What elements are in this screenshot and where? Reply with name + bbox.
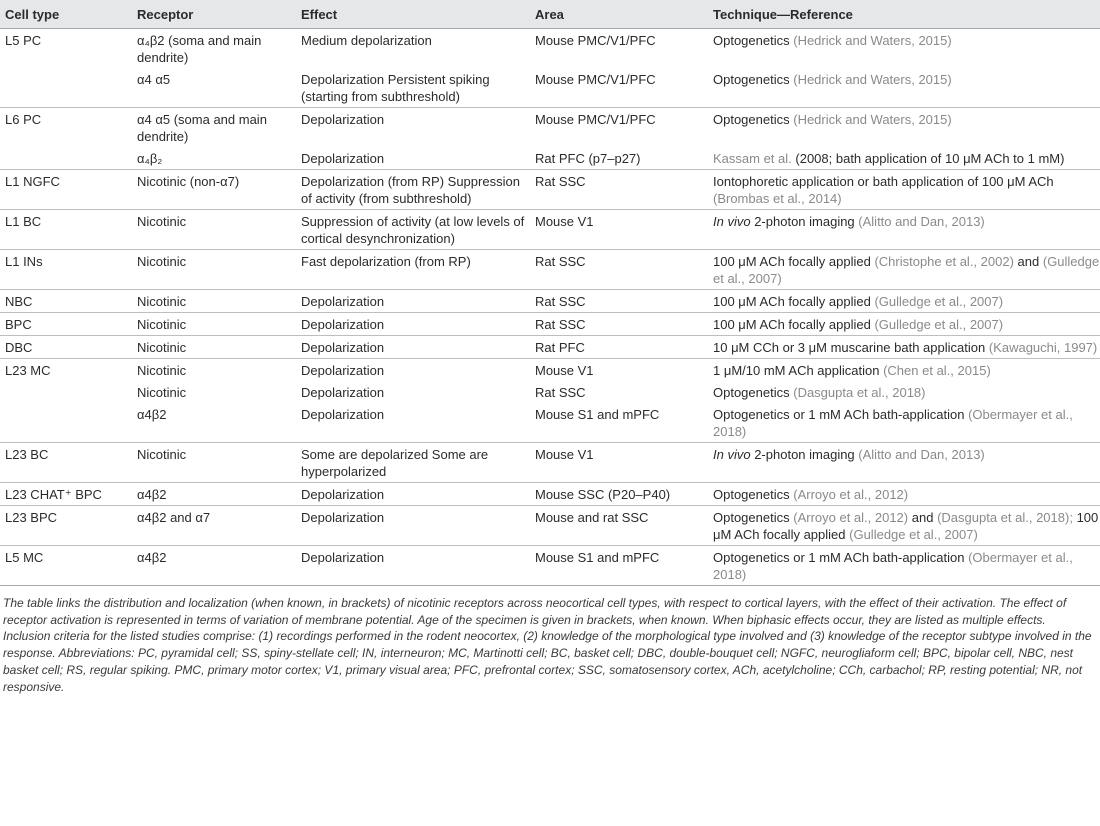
effect: Depolarization xyxy=(296,290,530,313)
area: Mouse V1 xyxy=(530,443,708,483)
technique: and xyxy=(1017,254,1040,269)
technique-reference xyxy=(708,443,1100,483)
area: Rat SSC xyxy=(535,385,586,400)
table-row xyxy=(0,170,1100,210)
receptor: α4 α5 (soma and main dendrite) xyxy=(132,108,296,148)
table-footnote: The table links the distribution and localization (when known, in brackets) of nicotinic receptors across neocortical cell types, with respect to cortical layers, with the effect of their activation. The effect of receptor activation is represented in terms of variation of membrane potential. Age of the specimen is given in brackets, when known. When biphasic effects occur, they are listed as multiple effects. Inclusion criteria for the listed studies comprise: (1) recordings performed in the rodent neocortex, (2) knowledge of the morphological type involved and (3) knowledge of the receptor subtype involved in the response. Abbreviations: PC, pyramidal cell; SS, spiny-stellate cell; IN, interneuron; MC, Martinotti cell; BC, basket cell; DBC, double-bouquet cell; NGFC, neurogliaform cell; BPC, bipolar cell, NBC, nest basket cell; RS, regular spiking. PMC, primary motor cortex; V1, primary visual area; PFC, prefrontal cortex; SSC, somatosensory cortex, ACh, acetylcholine; CCh, carbachol; RP, resting potential; NR, not responsive. xyxy=(3,596,1092,694)
cell-type: DBC xyxy=(0,336,132,359)
effect: Medium depolarization xyxy=(301,33,432,48)
area: Mouse S1 and mPFC xyxy=(530,546,708,586)
technique-reference xyxy=(708,250,1100,290)
technique: and xyxy=(911,510,934,525)
receptor: Nicotinic xyxy=(132,250,296,290)
technique: 1 μM/10 mM ACh application xyxy=(713,363,880,378)
table-row xyxy=(0,443,1100,483)
cell-type: L5 MC xyxy=(0,546,132,586)
area: Mouse PMC/V1/PFC xyxy=(535,33,656,48)
technique-italic: In vivo xyxy=(713,447,751,462)
effect: Depolarization xyxy=(296,546,530,586)
effect: Depolarization xyxy=(301,385,385,400)
area: Mouse and rat SSC xyxy=(530,506,708,546)
table-row xyxy=(0,506,1100,546)
receptor: Nicotinic xyxy=(132,336,296,359)
table-row xyxy=(0,290,1100,313)
effect: Depolarization xyxy=(296,483,530,506)
table-header xyxy=(0,0,1100,29)
reference-link[interactable]: (Arroyo et al., 2012) xyxy=(793,487,909,502)
technique: Optogenetics xyxy=(713,72,790,87)
receptor: Nicotinic xyxy=(137,385,187,400)
technique: Optogenetics or 1 mM ACh bath-application xyxy=(713,550,965,565)
area: Mouse SSC (P20–P40) xyxy=(530,483,708,506)
technique-reference xyxy=(708,403,1100,443)
area: Mouse PMC/V1/PFC xyxy=(535,72,656,87)
technique: Optogenetics or 1 mM ACh bath-application xyxy=(713,407,965,422)
cell-type xyxy=(0,68,132,108)
technique-reference xyxy=(708,336,1100,359)
table-row xyxy=(0,359,1100,382)
header-row xyxy=(0,0,1100,29)
technique-reference xyxy=(708,381,1100,403)
effect: Depolarization xyxy=(296,108,530,148)
receptor: α4β2 and α7 xyxy=(132,506,296,546)
receptor: α4β2 xyxy=(137,407,167,422)
table-row xyxy=(0,210,1100,250)
cell-type: L6 PC xyxy=(0,108,132,148)
area: Rat SSC xyxy=(530,313,708,336)
receptor: α4β2 xyxy=(132,483,296,506)
reference-link[interactable]: (Obermayer et al., 2018) xyxy=(713,550,1073,582)
technique-reference xyxy=(708,506,1100,546)
reference-link[interactable]: (Arroyo et al., 2012) xyxy=(793,510,909,525)
technique: Optogenetics xyxy=(713,385,790,400)
cell-type: L23 MC xyxy=(0,359,132,382)
technique: Optogenetics xyxy=(713,33,790,48)
table-row xyxy=(0,546,1100,586)
table-row xyxy=(0,108,1100,148)
reference-link[interactable]: Kassam et al. xyxy=(713,151,792,166)
technique-italic: In vivo xyxy=(713,214,751,229)
reference-link[interactable]: (Obermayer et al., 2018) xyxy=(713,407,1073,439)
effect: Suppression of activity (at low levels of cortical desynchronization) xyxy=(296,210,530,250)
cell-type: L5 PC xyxy=(5,33,42,48)
technique: 100 μM ACh focally applied xyxy=(713,294,871,309)
area: Rat PFC xyxy=(530,336,708,359)
cell-type: L23 BC xyxy=(0,443,132,483)
table-row xyxy=(0,147,1100,170)
cell-type: L1 INs xyxy=(0,250,132,290)
technique-reference xyxy=(708,170,1100,210)
effect: Depolarization xyxy=(296,313,530,336)
cell-type: L23 BPC xyxy=(0,506,132,546)
technique: Optogenetics xyxy=(713,112,790,127)
receptor: α₄β₂ xyxy=(137,151,163,166)
receptor: Nicotinic xyxy=(132,210,296,250)
header-technique-reference: Technique—Reference xyxy=(708,0,1100,29)
technique-reference xyxy=(708,68,1100,108)
table-row xyxy=(0,313,1100,336)
table-row xyxy=(0,381,1100,403)
table-row xyxy=(0,336,1100,359)
cell-type xyxy=(0,381,132,403)
reference-link[interactable]: (Hedrick and Waters, 2015) xyxy=(793,33,952,48)
technique: (2008; bath application of 10 μM ACh to 1 mM) xyxy=(795,151,1065,166)
receptor: Nicotinic xyxy=(132,290,296,313)
reference-link[interactable]: (Dasgupta et al., 2018) xyxy=(793,385,926,400)
technique: Optogenetics xyxy=(713,510,790,525)
area: Mouse V1 xyxy=(530,359,708,382)
technique: 2-photon imaging xyxy=(754,447,855,462)
effect: Depolarization xyxy=(296,359,530,382)
technique-reference xyxy=(708,313,1100,336)
technique-reference xyxy=(708,290,1100,313)
area: Mouse V1 xyxy=(530,210,708,250)
technique-reference xyxy=(708,483,1100,506)
reference-link[interactable]: (Chen et al., 2015) xyxy=(883,363,991,378)
receptor: Nicotinic xyxy=(132,443,296,483)
header-area: Area xyxy=(530,0,708,29)
receptor: Nicotinic xyxy=(132,313,296,336)
area: Rat SSC xyxy=(530,170,708,210)
effect: Depolarization xyxy=(296,506,530,546)
technique-reference xyxy=(708,29,1100,69)
receptor: α4β2 xyxy=(132,546,296,586)
header-receptor: Receptor xyxy=(132,0,296,29)
reference-link[interactable]: (Gulledge et al., 2007) xyxy=(713,254,1100,286)
technique: 10 μM CCh or 3 μM muscarine bath application xyxy=(713,340,986,355)
effect: Depolarization xyxy=(301,407,385,422)
table-row xyxy=(0,483,1100,506)
table-row xyxy=(0,250,1100,290)
effect: Depolarization xyxy=(296,336,530,359)
effect: Fast depolarization (from RP) xyxy=(296,250,530,290)
reference-link[interactable]: (Alitto and Dan, 2013) xyxy=(858,214,985,229)
effect: Depolarization (from RP) Suppression of activity (from subthreshold) xyxy=(296,170,530,210)
technique: 100 μM ACh focally applied xyxy=(713,254,871,269)
reference-link[interactable]: (Gulledge et al., 2007) xyxy=(874,317,1004,332)
effect: Depolarization xyxy=(301,151,385,166)
area: Mouse PMC/V1/PFC xyxy=(530,108,708,148)
cell-type: NBC xyxy=(0,290,132,313)
reference-link[interactable]: (Gulledge et al., 2007) xyxy=(874,294,1004,309)
cell-type: BPC xyxy=(0,313,132,336)
reference-link[interactable]: (Dasgupta et al., 2018); xyxy=(937,510,1073,525)
table-row xyxy=(0,403,1100,443)
header-effect: Effect xyxy=(296,0,530,29)
technique: 100 μM ACh focally applied xyxy=(713,510,1099,542)
area: Rat SSC xyxy=(530,250,708,290)
reference-link[interactable]: (Brombas et al., 2014) xyxy=(713,191,842,206)
reference-link[interactable]: (Christophe et al., 2002) xyxy=(874,254,1014,269)
effect: Depolarization Persistent spiking (starting from subthreshold) xyxy=(301,72,490,104)
receptor: α4 α5 xyxy=(137,72,171,87)
cell-type: L23 CHAT⁺ BPC xyxy=(0,483,132,506)
technique: Optogenetics xyxy=(713,487,790,502)
area: Rat PFC (p7–p27) xyxy=(535,151,641,166)
area: Rat SSC xyxy=(530,290,708,313)
area: Mouse S1 and mPFC xyxy=(535,407,660,422)
technique: 2-photon imaging xyxy=(754,214,855,229)
cell-type: L1 NGFC xyxy=(0,170,132,210)
table-row xyxy=(0,68,1100,108)
effect: Some are depolarized Some are hyperpolarized xyxy=(296,443,530,483)
reference-link[interactable]: (Hedrick and Waters, 2015) xyxy=(793,72,952,87)
reference-link[interactable]: (Gulledge et al., 2007) xyxy=(849,527,978,542)
technique-reference xyxy=(708,147,1100,170)
cell-type xyxy=(0,403,132,443)
table-body xyxy=(0,29,1100,586)
technique: 100 μM ACh focally applied xyxy=(713,317,871,332)
technique-reference xyxy=(708,108,1100,148)
cell-type xyxy=(0,147,132,170)
technique-reference xyxy=(708,359,1100,382)
cell-type: L1 BC xyxy=(0,210,132,250)
technique-reference xyxy=(708,210,1100,250)
reference-link[interactable]: (Kawaguchi, 1997) xyxy=(988,340,1098,355)
technique-reference xyxy=(708,546,1100,586)
technique: Iontophoretic application or bath application of 100 μM ACh xyxy=(713,174,1054,189)
table-row xyxy=(0,29,1100,69)
receptor: α₄β2 (soma and main dendrite) xyxy=(137,33,262,65)
reference-link[interactable]: (Hedrick and Waters, 2015) xyxy=(793,112,952,127)
header-cell-type: Cell type xyxy=(0,0,132,29)
receptor: Nicotinic xyxy=(132,359,296,382)
reference-link[interactable]: (Alitto and Dan, 2013) xyxy=(858,447,985,462)
receptor: Nicotinic (non-α7) xyxy=(132,170,296,210)
